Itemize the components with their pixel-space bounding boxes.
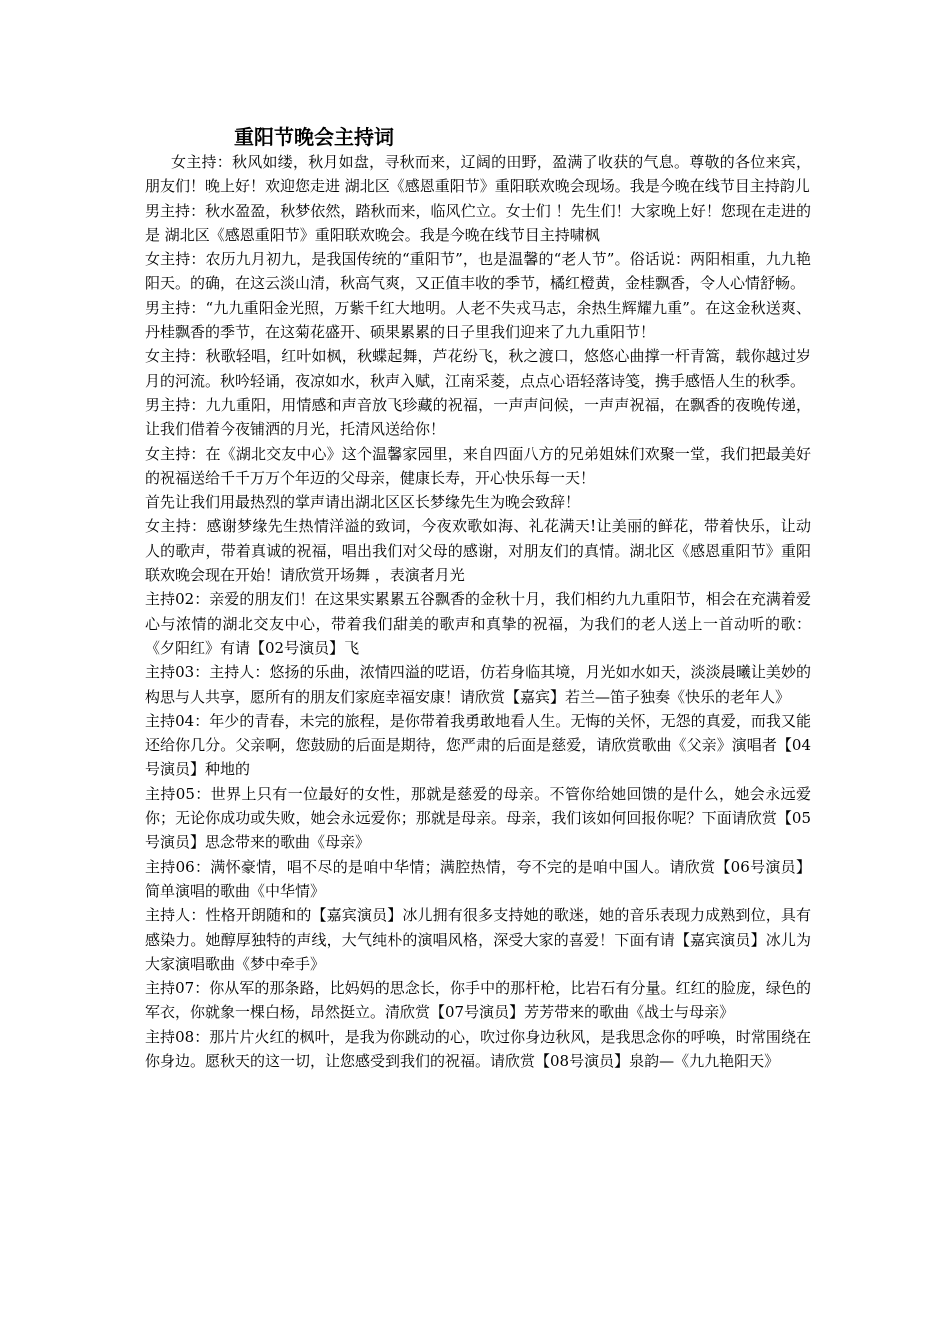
paragraph: 男主持：九九重阳，用情感和声音放飞珍藏的祝福，一声声问候，一声声祝福，在飘香的夜晚传递，让我们借着今夜铺洒的月光，托清风送给你！ bbox=[145, 395, 811, 439]
document-title: 重阳节晚会主持词 bbox=[234, 125, 394, 149]
paragraph: 女主持：在《湖北交友中心》这个温馨家园里，来自四面八方的兄弟姐妹们欢聚一堂，我们把最美好的祝福送给千千万万个年迈的父母亲，健康长寿，开心快乐每一天！ bbox=[145, 444, 811, 487]
paragraph: 女主持：秋风如缕，秋月如盘，寻秋而来，辽阔的田野，盈满了收获的气息。尊敬的各位来宾，朋友们！晚上好！欢迎您走进 湖北区《感恩重阳节》重阳联欢晚会现场。我是今晚在线节目主持韵儿 bbox=[145, 153, 811, 196]
paragraph: 主持02：亲爱的朋友们！在这果实累累五谷飘香的金秋十月，我们相约九九重阳节，相会在充满着爱心与浓情的湖北交友中心，带着我们甜美的歌声和真挚的祝福，为我们的老人送上一首动听的歌：《夕阳红》有请【02号演员】飞 bbox=[145, 590, 811, 657]
document-body bbox=[145, 150, 811, 1073]
paragraph: 主持04：年少的青春，未完的旅程，是你带着我勇敢地看人生。无悔的关怀，无怨的真爱，而我又能还给你几分。父亲啊，您鼓励的后面是期待，您严肃的后面是慈爱，请欣赏歌曲《父亲》演唱者【04号演员】种地的 bbox=[145, 711, 811, 779]
paragraph: 主持07：你从军的那条路，比妈妈的思念长，你手中的那杆枪，比岩石有分量。红红的脸庞，绿色的军衣，你就象一棵白杨，昂然挺立。清欣赏【07号演员】芳芳带来的歌曲《战士与母亲》 bbox=[145, 979, 811, 1022]
paragraph: 主持08：那片片火红的枫叶，是我为你跳动的心，吹过你身边秋风，是我思念你的呼唤，时常围绕在你身边。愿秋天的这一切，让您感受到我们的祝福。请欣赏【08号演员】泉韵—《九九艳阳天》 bbox=[145, 1027, 811, 1070]
paragraph: 主持人：性格开朗随和的【嘉宾演员】冰儿拥有很多支持她的歌迷，她的音乐表现力成熟到位，具有感染力。她醇厚独特的声线，大气纯朴的演唱风格，深受大家的喜爱！下面有请【嘉宾演员】冰儿为大家演唱歌曲《梦中牵手》 bbox=[145, 906, 811, 973]
paragraph: 男主持：“九九重阳金光照，万紫千红大地明。人老不失戎马志，余热生辉耀九重”。在这金秋送爽、丹桂飘香的季节，在这菊花盛开、硕果累累的日子里我们迎来了九九重阳节！ bbox=[145, 298, 811, 342]
paragraph: 首先让我们用最热烈的掌声请出湖北区区长梦缘先生为晚会致辞！ bbox=[145, 493, 581, 512]
paragraph: 男主持：秋水盈盈，秋梦依然，踏秋而来，临风伫立。女士们 ！先生们！大家晚上好！您现在走进的是 湖北区《感恩重阳节》重阳联欢晚会。我是今晚在线节目主持啸枫 bbox=[145, 201, 811, 244]
paragraph: 主持05：世界上只有一位最好的女性，那就是慈爱的母亲。不管你给她回馈的是什么，她会永远爱你；无论你成功或失败，她会永远爱你；那就是母亲。母亲，我们该如何回报你呢？下面请欣赏【05号演员】思念带来的歌曲《母亲》 bbox=[145, 784, 811, 852]
paragraph: 女主持：感谢梦缘先生热情洋溢的致词，今夜欢歌如海、礼花满天!让美丽的鲜花，带着快乐，让动人的歌声，带着真诚的祝福，唱出我们对父母的感谢，对朋友们的真情。湖北区《感恩重阳节》重阳联欢晚会现在开始！请欣赏开场舞 ，表演者月光 bbox=[145, 517, 811, 585]
paragraph: 主持03：主持人：悠扬的乐曲，浓情四溢的呓语，仿若身临其境，月光如水如天，淡淡晨曦让美妙的构思与人共享，愿所有的朋友们家庭幸福安康！请欣赏【嘉宾】若兰—笛子独奏《快乐的老年人》 bbox=[145, 663, 811, 706]
paragraph: 女主持：农历九月初九，是我国传统的“重阳节”，也是温馨的“老人节”。俗话说：两阳相重，九九艳阳天。的确，在这云淡山清，秋高气爽，又正值丰收的季节，橘红橙黄，金桂飘香，令人心情舒畅。 bbox=[145, 250, 811, 293]
paragraph: 女主持：秋歌轻唱，红叶如枫，秋蝶起舞，芦花纷飞，秋之渡口，悠悠心曲撑一杆青篙，载你越过岁月的河流。秋吟轻诵，夜凉如水，秋声入赋，江南采菱，点点心语轻落诗笺，携手感悟人生的秋季。 bbox=[145, 347, 811, 390]
paragraph: 主持06：满怀豪情，唱不尽的是咱中华情；满腔热情，夸不完的是咱中国人。请欣赏【06号演员】简单演唱的歌曲《中华情》 bbox=[145, 857, 811, 900]
